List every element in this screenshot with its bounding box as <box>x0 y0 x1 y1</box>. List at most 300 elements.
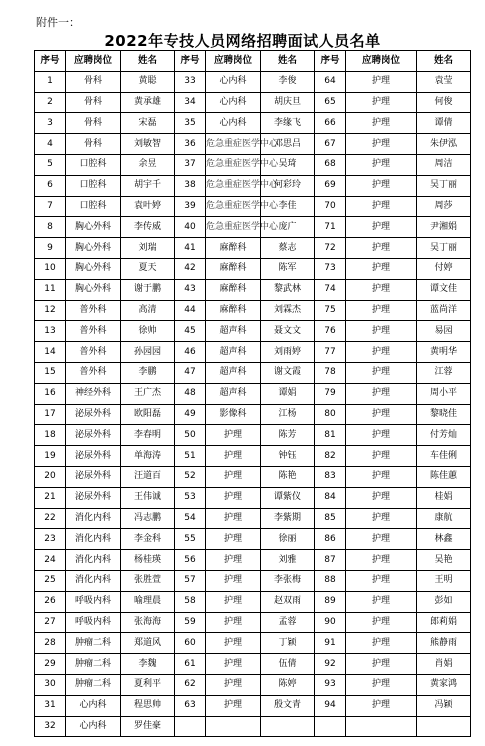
name-cell: 李金科 <box>121 529 175 550</box>
position-cell: 泌尿外科 <box>66 425 121 446</box>
position-cell: 护理 <box>346 342 417 363</box>
position-cell: 危急重症医学中心 <box>206 134 261 155</box>
name-cell: 刘雨婷 <box>261 342 315 363</box>
position-cell: 危急重症医学中心 <box>206 196 261 217</box>
position-cell: 护理 <box>346 404 417 425</box>
name-cell: 陈艳 <box>261 466 315 487</box>
name-cell: 陈佳蕙 <box>417 466 471 487</box>
col-header-position: 应聘岗位 <box>206 51 261 72</box>
col-header-index: 序号 <box>35 51 66 72</box>
position-cell: 护理 <box>206 612 261 633</box>
position-cell: 心内科 <box>206 71 261 92</box>
table-row <box>35 695 471 716</box>
table-row <box>35 300 471 321</box>
table-row <box>35 446 471 467</box>
index-cell: 72 <box>315 238 346 259</box>
name-cell: 罗佳豪 <box>121 716 175 737</box>
name-cell: 熊静雨 <box>417 633 471 654</box>
table-row <box>35 238 471 259</box>
position-cell: 麻醉科 <box>206 258 261 279</box>
name-cell: 桂娟 <box>417 487 471 508</box>
index-cell: 15 <box>35 362 66 383</box>
index-cell: 25 <box>35 570 66 591</box>
table-row <box>35 92 471 113</box>
index-cell: 44 <box>175 300 206 321</box>
col-header-position: 应聘岗位 <box>346 51 417 72</box>
table-row <box>35 466 471 487</box>
position-cell: 口腔科 <box>66 175 121 196</box>
position-cell: 超声科 <box>206 342 261 363</box>
index-cell: 54 <box>175 508 206 529</box>
position-cell: 心内科 <box>206 113 261 134</box>
index-cell: 6 <box>35 175 66 196</box>
name-cell: 周洁 <box>417 154 471 175</box>
name-cell: 彭如 <box>417 591 471 612</box>
index-cell: 33 <box>175 71 206 92</box>
col-header-name: 姓名 <box>417 51 471 72</box>
index-cell: 45 <box>175 321 206 342</box>
position-cell: 胸心外科 <box>66 217 121 238</box>
index-cell: 47 <box>175 362 206 383</box>
index-cell: 23 <box>35 529 66 550</box>
position-cell: 护理 <box>346 550 417 571</box>
table-row <box>35 71 471 92</box>
position-cell: 普外科 <box>66 362 121 383</box>
index-cell: 46 <box>175 342 206 363</box>
name-cell: 孟蓉 <box>261 612 315 633</box>
position-cell: 肿瘤二科 <box>66 654 121 675</box>
position-cell: 护理 <box>206 570 261 591</box>
name-cell <box>417 716 471 737</box>
index-cell: 84 <box>315 487 346 508</box>
name-cell: 余昱 <box>121 154 175 175</box>
position-cell: 骨科 <box>66 92 121 113</box>
index-cell: 13 <box>35 321 66 342</box>
index-cell: 77 <box>315 342 346 363</box>
table-row <box>35 196 471 217</box>
table-row <box>35 716 471 737</box>
index-cell: 38 <box>175 175 206 196</box>
index-cell: 68 <box>315 154 346 175</box>
name-cell: 何俊 <box>417 92 471 113</box>
index-cell: 1 <box>35 71 66 92</box>
name-cell: 朱伊泓 <box>417 134 471 155</box>
table-row <box>35 570 471 591</box>
table-row <box>35 321 471 342</box>
position-cell: 泌尿外科 <box>66 487 121 508</box>
index-cell: 85 <box>315 508 346 529</box>
name-cell: 周小平 <box>417 383 471 404</box>
index-cell: 4 <box>35 134 66 155</box>
index-cell: 59 <box>175 612 206 633</box>
position-cell: 泌尿外科 <box>66 404 121 425</box>
index-cell: 35 <box>175 113 206 134</box>
index-cell: 93 <box>315 674 346 695</box>
name-cell: 付婷 <box>417 258 471 279</box>
table-row <box>35 425 471 446</box>
name-cell: 谢于鹏 <box>121 279 175 300</box>
name-cell: 殷文青 <box>261 695 315 716</box>
name-cell: 吴丁丽 <box>417 238 471 259</box>
table-row <box>35 591 471 612</box>
position-cell: 泌尿外科 <box>66 446 121 467</box>
index-cell: 41 <box>175 238 206 259</box>
index-cell: 78 <box>315 362 346 383</box>
name-cell: 陈军 <box>261 258 315 279</box>
table-row <box>35 217 471 238</box>
position-cell: 护理 <box>206 654 261 675</box>
name-cell: 杨桂瑛 <box>121 550 175 571</box>
index-cell: 30 <box>35 674 66 695</box>
index-cell: 16 <box>35 383 66 404</box>
index-cell: 66 <box>315 113 346 134</box>
position-cell: 口腔科 <box>66 196 121 217</box>
index-cell: 60 <box>175 633 206 654</box>
position-cell: 护理 <box>346 300 417 321</box>
index-cell <box>175 716 206 737</box>
index-cell: 43 <box>175 279 206 300</box>
name-cell: 李佳 <box>261 196 315 217</box>
table-row <box>35 134 471 155</box>
name-cell: 蓝尚洋 <box>417 300 471 321</box>
position-cell: 肿瘤二科 <box>66 633 121 654</box>
name-cell: 宋磊 <box>121 113 175 134</box>
name-cell: 程思帅 <box>121 695 175 716</box>
name-cell: 夏天 <box>121 258 175 279</box>
index-cell: 80 <box>315 404 346 425</box>
position-cell: 泌尿外科 <box>66 466 121 487</box>
name-cell: 刘瑞 <box>121 238 175 259</box>
name-cell: 袁莹 <box>417 71 471 92</box>
name-cell: 冯颖 <box>417 695 471 716</box>
table-row <box>35 342 471 363</box>
index-cell: 76 <box>315 321 346 342</box>
position-cell: 护理 <box>206 550 261 571</box>
name-cell: 吴琦 <box>261 154 315 175</box>
position-cell: 护理 <box>346 134 417 155</box>
name-cell: 吴丁丽 <box>417 175 471 196</box>
name-cell: 伍倩 <box>261 654 315 675</box>
table-row <box>35 550 471 571</box>
table-row <box>35 612 471 633</box>
index-cell: 18 <box>35 425 66 446</box>
table-header-row <box>35 51 471 72</box>
position-cell: 护理 <box>346 591 417 612</box>
position-cell: 普外科 <box>66 321 121 342</box>
index-cell: 82 <box>315 446 346 467</box>
name-cell: 郎莉娟 <box>417 612 471 633</box>
index-cell: 34 <box>175 92 206 113</box>
position-cell: 胸心外科 <box>66 279 121 300</box>
position-cell: 护理 <box>206 695 261 716</box>
table-row <box>35 258 471 279</box>
name-cell: 黎晓佳 <box>417 404 471 425</box>
index-cell: 9 <box>35 238 66 259</box>
name-cell: 徐帅 <box>121 321 175 342</box>
position-cell: 护理 <box>346 674 417 695</box>
name-cell: 吴艳 <box>417 550 471 571</box>
index-cell: 11 <box>35 279 66 300</box>
table-body <box>35 71 471 737</box>
position-cell: 护理 <box>346 217 417 238</box>
position-cell: 护理 <box>206 591 261 612</box>
index-cell: 22 <box>35 508 66 529</box>
position-cell: 护理 <box>346 654 417 675</box>
name-cell: 欧阳磊 <box>121 404 175 425</box>
index-cell: 36 <box>175 134 206 155</box>
position-cell: 护理 <box>346 362 417 383</box>
position-cell: 消化内科 <box>66 529 121 550</box>
index-cell: 53 <box>175 487 206 508</box>
position-cell: 护理 <box>346 321 417 342</box>
position-cell: 普外科 <box>66 342 121 363</box>
index-cell: 29 <box>35 654 66 675</box>
name-cell: 李魏 <box>121 654 175 675</box>
position-cell: 护理 <box>346 113 417 134</box>
position-cell: 骨科 <box>66 134 121 155</box>
position-cell: 超声科 <box>206 362 261 383</box>
table-row <box>35 508 471 529</box>
name-cell: 谢文霞 <box>261 362 315 383</box>
index-cell: 88 <box>315 570 346 591</box>
position-cell: 超声科 <box>206 383 261 404</box>
name-cell: 付芳灿 <box>417 425 471 446</box>
name-cell: 谭娟 <box>261 383 315 404</box>
index-cell: 42 <box>175 258 206 279</box>
position-cell: 护理 <box>346 279 417 300</box>
index-cell: 90 <box>315 612 346 633</box>
name-cell: 易园 <box>417 321 471 342</box>
page-title: 2022年专技人员网络招聘面试人员名单 <box>104 32 381 50</box>
index-cell: 28 <box>35 633 66 654</box>
index-cell: 17 <box>35 404 66 425</box>
index-cell: 2 <box>35 92 66 113</box>
position-cell: 护理 <box>206 446 261 467</box>
name-cell: 蔡志 <box>261 238 315 259</box>
position-cell: 护理 <box>346 529 417 550</box>
name-cell: 喻理晨 <box>121 591 175 612</box>
index-cell: 89 <box>315 591 346 612</box>
position-cell: 胸心外科 <box>66 258 121 279</box>
index-cell: 58 <box>175 591 206 612</box>
name-cell: 黎武林 <box>261 279 315 300</box>
name-cell: 孙园园 <box>121 342 175 363</box>
position-cell: 超声科 <box>206 321 261 342</box>
name-cell: 康航 <box>417 508 471 529</box>
name-cell: 钟钰 <box>261 446 315 467</box>
table-row <box>35 404 471 425</box>
name-cell: 赵双雨 <box>261 591 315 612</box>
index-cell: 50 <box>175 425 206 446</box>
index-cell: 39 <box>175 196 206 217</box>
index-cell: 14 <box>35 342 66 363</box>
index-cell: 51 <box>175 446 206 467</box>
index-cell: 19 <box>35 446 66 467</box>
position-cell: 普外科 <box>66 300 121 321</box>
position-cell: 骨科 <box>66 113 121 134</box>
index-cell: 87 <box>315 550 346 571</box>
name-cell: 陈婷 <box>261 674 315 695</box>
index-cell: 26 <box>35 591 66 612</box>
index-cell: 7 <box>35 196 66 217</box>
name-cell: 李鹏 <box>121 362 175 383</box>
index-cell: 94 <box>315 695 346 716</box>
name-cell: 袁叶婷 <box>121 196 175 217</box>
position-cell: 麻醉科 <box>206 300 261 321</box>
index-cell: 81 <box>315 425 346 446</box>
name-cell: 庞广 <box>261 217 315 238</box>
index-cell: 48 <box>175 383 206 404</box>
name-cell: 李紫期 <box>261 508 315 529</box>
index-cell: 83 <box>315 466 346 487</box>
position-cell: 护理 <box>346 633 417 654</box>
position-cell: 护理 <box>346 695 417 716</box>
position-cell: 护理 <box>346 487 417 508</box>
index-cell: 31 <box>35 695 66 716</box>
index-cell: 8 <box>35 217 66 238</box>
name-cell: 谭文佳 <box>417 279 471 300</box>
index-cell: 40 <box>175 217 206 238</box>
index-cell: 37 <box>175 154 206 175</box>
name-cell: 王明 <box>417 570 471 591</box>
index-cell: 5 <box>35 154 66 175</box>
name-cell: 胡宇千 <box>121 175 175 196</box>
position-cell: 护理 <box>346 71 417 92</box>
col-header-index: 序号 <box>175 51 206 72</box>
table-row <box>35 362 471 383</box>
position-cell: 护理 <box>206 633 261 654</box>
position-cell: 麻醉科 <box>206 238 261 259</box>
name-cell: 谭紫仪 <box>261 487 315 508</box>
index-cell: 73 <box>315 258 346 279</box>
name-cell: 单海涛 <box>121 446 175 467</box>
name-cell: 周莎 <box>417 196 471 217</box>
col-header-name: 姓名 <box>121 51 175 72</box>
name-cell: 邓思吕 <box>261 134 315 155</box>
table-row <box>35 113 471 134</box>
position-cell: 口腔科 <box>66 154 121 175</box>
position-cell <box>206 716 261 737</box>
position-cell: 影像科 <box>206 404 261 425</box>
name-cell: 尹湘娟 <box>417 217 471 238</box>
index-cell: 79 <box>315 383 346 404</box>
position-cell: 呼吸内科 <box>66 591 121 612</box>
position-cell: 护理 <box>206 674 261 695</box>
position-cell: 心内科 <box>206 92 261 113</box>
index-cell: 69 <box>315 175 346 196</box>
index-cell: 10 <box>35 258 66 279</box>
position-cell: 护理 <box>206 508 261 529</box>
name-cell: 黄聪 <box>121 71 175 92</box>
index-cell: 20 <box>35 466 66 487</box>
index-cell: 75 <box>315 300 346 321</box>
index-cell: 63 <box>175 695 206 716</box>
name-cell: 李缘飞 <box>261 113 315 134</box>
index-cell: 74 <box>315 279 346 300</box>
index-cell: 27 <box>35 612 66 633</box>
name-cell: 高清 <box>121 300 175 321</box>
name-cell: 肖娟 <box>417 654 471 675</box>
name-cell: 李春明 <box>121 425 175 446</box>
position-cell: 消化内科 <box>66 508 121 529</box>
position-cell: 护理 <box>346 196 417 217</box>
name-cell: 黄家鸿 <box>417 674 471 695</box>
name-cell: 李传威 <box>121 217 175 238</box>
name-cell: 江蓉 <box>417 362 471 383</box>
index-cell: 65 <box>315 92 346 113</box>
table-row <box>35 674 471 695</box>
position-cell: 麻醉科 <box>206 279 261 300</box>
position-cell: 骨科 <box>66 71 121 92</box>
index-cell: 91 <box>315 633 346 654</box>
table-row <box>35 633 471 654</box>
index-cell: 56 <box>175 550 206 571</box>
name-cell: 林鑫 <box>417 529 471 550</box>
index-cell: 55 <box>175 529 206 550</box>
index-cell: 32 <box>35 716 66 737</box>
position-cell: 护理 <box>346 383 417 404</box>
index-cell: 86 <box>315 529 346 550</box>
position-cell: 护理 <box>346 258 417 279</box>
name-cell: 刘敏智 <box>121 134 175 155</box>
index-cell: 92 <box>315 654 346 675</box>
position-cell: 护理 <box>206 487 261 508</box>
position-cell: 护理 <box>346 570 417 591</box>
name-cell: 胡庆旦 <box>261 92 315 113</box>
index-cell: 71 <box>315 217 346 238</box>
position-cell: 护理 <box>346 508 417 529</box>
index-cell: 52 <box>175 466 206 487</box>
table-row <box>35 529 471 550</box>
col-header-position: 应聘岗位 <box>66 51 121 72</box>
name-cell: 张胜萱 <box>121 570 175 591</box>
index-cell: 67 <box>315 134 346 155</box>
position-cell: 消化内科 <box>66 570 121 591</box>
index-cell <box>315 716 346 737</box>
name-cell: 李张梅 <box>261 570 315 591</box>
index-cell: 57 <box>175 570 206 591</box>
table-row <box>35 383 471 404</box>
name-cell <box>261 716 315 737</box>
name-cell: 车佳俐 <box>417 446 471 467</box>
attachment-label: 附件一： <box>36 16 80 29</box>
name-cell: 刘霖杰 <box>261 300 315 321</box>
index-cell: 21 <box>35 487 66 508</box>
name-cell: 黄明华 <box>417 342 471 363</box>
position-cell: 护理 <box>346 175 417 196</box>
name-cell: 郑道风 <box>121 633 175 654</box>
position-cell: 心内科 <box>66 695 121 716</box>
name-cell: 何彩玲 <box>261 175 315 196</box>
name-cell: 江杨 <box>261 404 315 425</box>
position-cell: 护理 <box>206 529 261 550</box>
table-row <box>35 279 471 300</box>
name-cell: 王广杰 <box>121 383 175 404</box>
table-row <box>35 154 471 175</box>
name-cell: 谭倩 <box>417 113 471 134</box>
index-cell: 12 <box>35 300 66 321</box>
position-cell: 危急重症医学中心 <box>206 217 261 238</box>
col-header-name: 姓名 <box>261 51 315 72</box>
index-cell: 61 <box>175 654 206 675</box>
position-cell: 神经外科 <box>66 383 121 404</box>
name-cell: 聂文文 <box>261 321 315 342</box>
name-cell: 丁颖 <box>261 633 315 654</box>
position-cell: 肿瘤二科 <box>66 674 121 695</box>
name-cell: 徐丽 <box>261 529 315 550</box>
position-cell: 胸心外科 <box>66 238 121 259</box>
table-row <box>35 654 471 675</box>
